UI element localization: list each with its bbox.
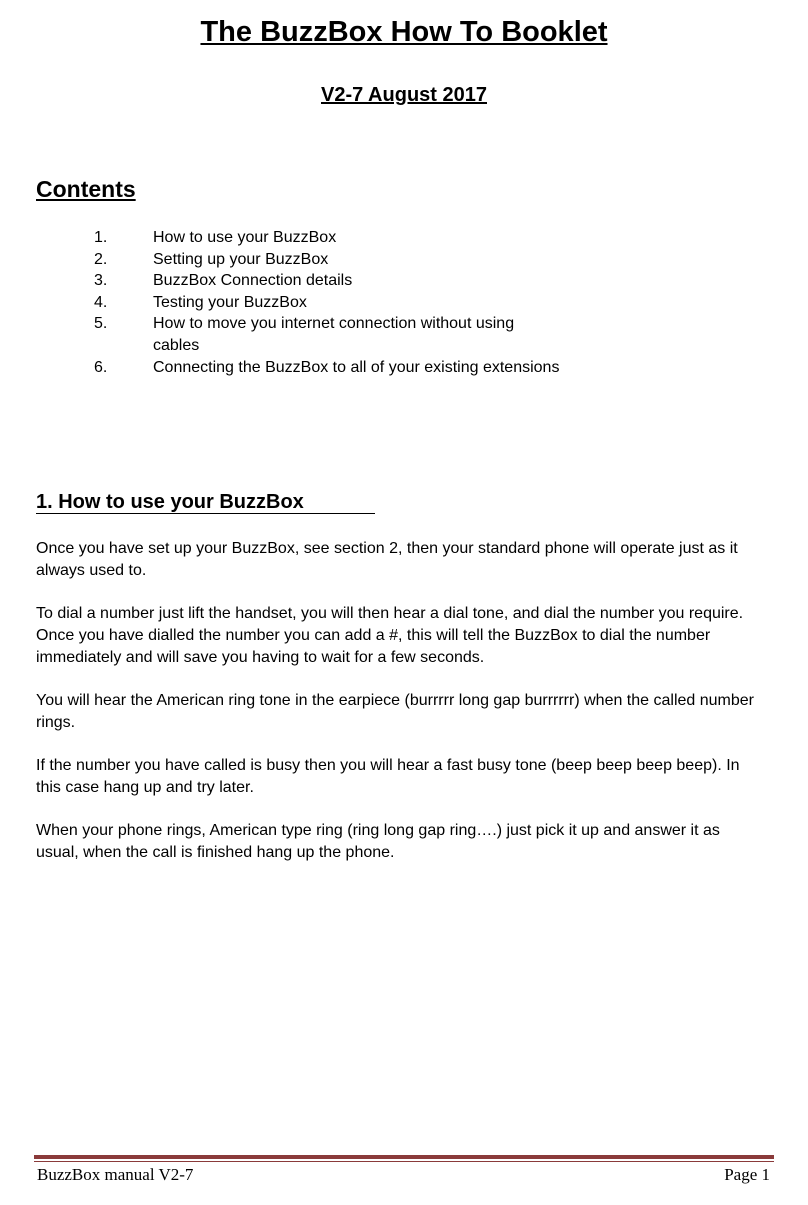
toc-item bbox=[94, 313, 614, 356]
toc-item-number: 4. bbox=[94, 293, 108, 311]
paragraph: To dial a number just lift the handset, you will then hear a dial tone, and dial the number you require. Once you have dialled the number you can add a #, this will tell the BuzzBox to dial the number immediately and will save you having to wait for a few seconds. bbox=[36, 605, 744, 666]
toc-item-number: 1. bbox=[94, 229, 108, 246]
toc-item-text: How to use your BuzzBox bbox=[153, 229, 337, 246]
toc-item bbox=[94, 249, 614, 271]
footer-divider-thin bbox=[34, 1161, 774, 1162]
toc-item-text: Connecting the BuzzBox to all of your existing extensions bbox=[153, 358, 560, 376]
contents-heading: Contents bbox=[36, 176, 136, 202]
paragraph: When your phone rings, American type ring (ring long gap ring….) just pick it up and answer it as usual, when the call is finished hang up the phone. bbox=[36, 822, 720, 861]
table-of-contents bbox=[94, 227, 614, 378]
toc-item-number: 3. bbox=[94, 272, 108, 290]
footer-page-number: Page 1 bbox=[724, 1165, 770, 1184]
toc-item bbox=[94, 357, 614, 379]
toc-item-number: 5. bbox=[94, 315, 108, 333]
paragraph: If the number you have called is busy then you will hear a fast busy tone (beep beep beep beep). In this case hang up and try later. bbox=[36, 757, 740, 796]
toc-item-text: Testing your BuzzBox bbox=[153, 293, 307, 311]
section-1-body bbox=[36, 538, 766, 885]
toc-item bbox=[94, 292, 614, 314]
document-title: The BuzzBox How To Booklet bbox=[200, 16, 608, 48]
paragraph: You will hear the American ring tone in the earpiece (burrrrr long gap burrrrrr) when the called number rings. bbox=[36, 692, 754, 731]
section-heading-underline bbox=[36, 513, 375, 514]
toc-item-text: How to move you internet connection without using cables bbox=[153, 315, 515, 354]
paragraph: Once you have set up your BuzzBox, see section 2, then your standard phone will operate just as it always used to. bbox=[36, 540, 738, 579]
footer-divider bbox=[34, 1155, 774, 1159]
document-version: V2-7 August 2017 bbox=[321, 84, 487, 106]
footer-document-name: BuzzBox manual V2-7 bbox=[37, 1165, 194, 1184]
toc-item-number: 2. bbox=[94, 250, 108, 268]
section-1-heading: 1. How to use your BuzzBox bbox=[36, 491, 304, 513]
toc-item-text: BuzzBox Connection details bbox=[153, 272, 353, 290]
toc-item bbox=[94, 227, 614, 249]
toc-item-text: Setting up your BuzzBox bbox=[153, 250, 329, 268]
toc-item-number: 6. bbox=[94, 358, 108, 376]
toc-item bbox=[94, 270, 614, 292]
